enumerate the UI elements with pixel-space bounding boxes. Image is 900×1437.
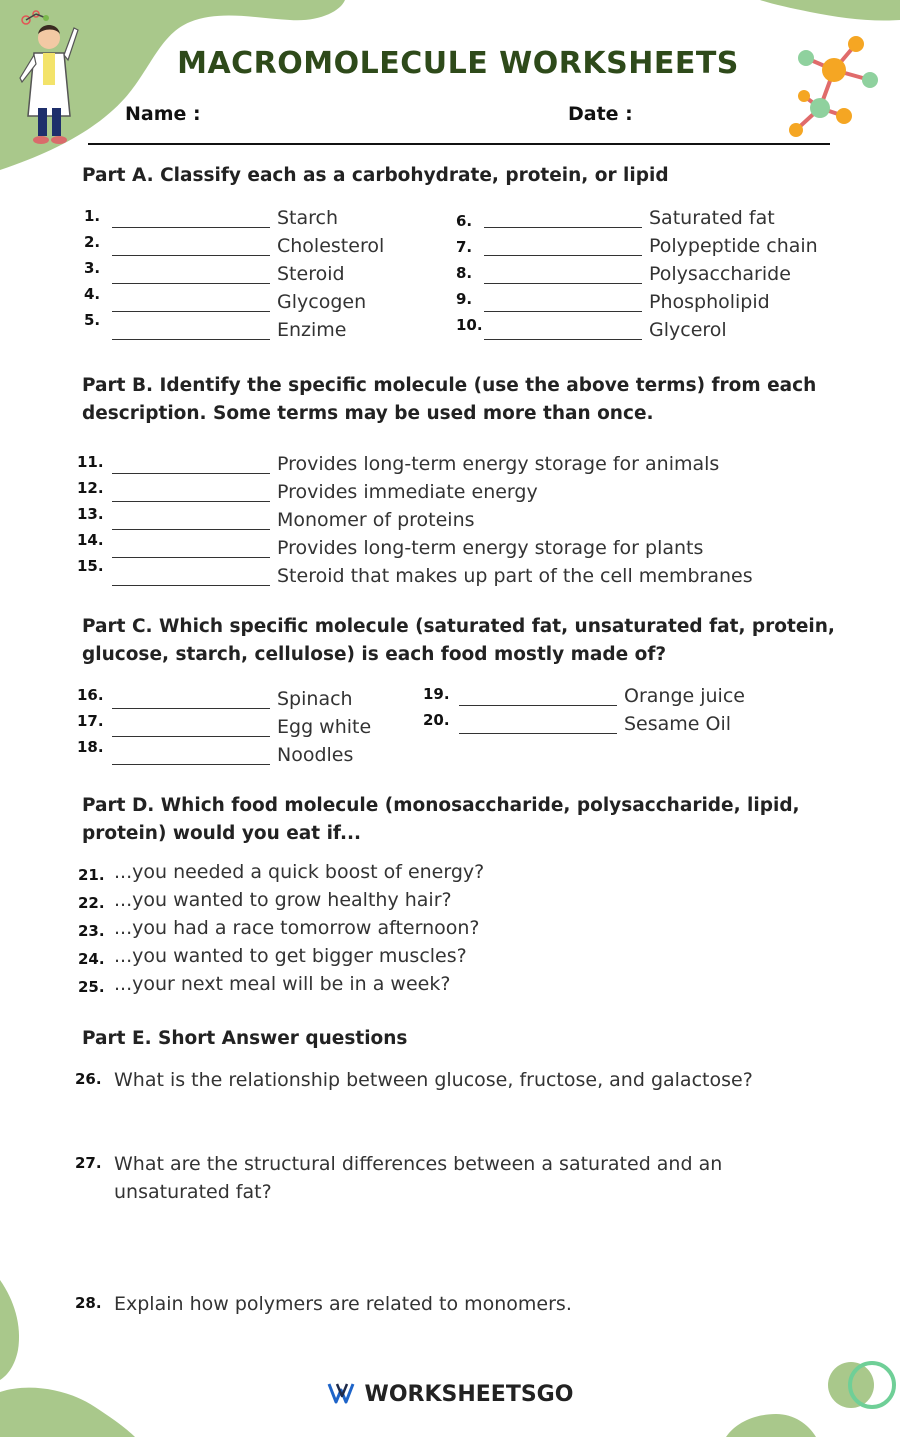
answer-blank[interactable] — [112, 227, 270, 228]
question-number: 28. — [75, 1294, 102, 1312]
question-text: ...you had a race tomorrow afternoon? — [114, 917, 480, 939]
term-label: Starch — [277, 207, 339, 229]
question-number: 25. — [78, 978, 105, 996]
term-label: Enzime — [277, 319, 347, 341]
answer-blank[interactable] — [112, 557, 270, 558]
question-text: ...your next meal will be in a week? — [114, 973, 451, 995]
worksheetsgo-logo-icon — [327, 1382, 359, 1404]
description-label: Provides long-term energy storage for animals — [277, 453, 720, 475]
term-label: Steroid — [277, 263, 345, 285]
food-label: Sesame Oil — [624, 713, 732, 735]
answer-blank[interactable] — [112, 283, 270, 284]
question-number: 11. — [77, 453, 104, 471]
description-label: Monomer of proteins — [277, 509, 475, 531]
term-label: Saturated fat — [649, 207, 775, 229]
answer-blank[interactable] — [484, 227, 642, 228]
question-number: 20. — [423, 711, 450, 729]
question-number: 4. — [84, 285, 101, 303]
question-number: 15. — [77, 557, 104, 575]
page-title: MACROMOLECULE WORKSHEETS — [177, 46, 739, 81]
answer-blank[interactable] — [484, 255, 642, 256]
term-label: Polysaccharide — [649, 263, 791, 285]
question-number: 3. — [84, 259, 101, 277]
answer-blank[interactable] — [459, 733, 617, 734]
answer-blank[interactable] — [112, 339, 270, 340]
question-number: 14. — [77, 531, 104, 549]
food-label: Spinach — [277, 688, 353, 710]
top-right-blob — [760, 0, 900, 22]
term-label: Phospholipid — [649, 291, 770, 313]
question-number: 19. — [423, 685, 450, 703]
question-number: 2. — [84, 233, 101, 251]
question-number: 24. — [78, 950, 105, 968]
bottom-right-blob — [726, 1410, 816, 1437]
term-label: Glycerol — [649, 319, 727, 341]
description-label: Steroid that makes up part of the cell membranes — [277, 565, 753, 587]
question-number: 1. — [84, 207, 101, 225]
question-number: 18. — [77, 738, 104, 756]
brand-name-part-1: WORKSHEETS — [364, 1382, 537, 1407]
description-label: Provides immediate energy — [277, 481, 538, 503]
answer-blank[interactable] — [112, 585, 270, 586]
question-number: 21. — [78, 866, 105, 884]
answer-blank[interactable] — [112, 529, 270, 530]
circles-icon — [826, 1360, 900, 1410]
term-label: Glycogen — [277, 291, 367, 313]
answer-blank[interactable] — [459, 705, 617, 706]
part-c-heading: Part C. Which specific molecule (saturated fat, unsaturated fat, protein, glucose, starch, cellulose) is each food mostly made of? — [82, 616, 835, 665]
food-label: Noodles — [277, 744, 354, 766]
question-number: 7. — [456, 238, 473, 256]
term-label: Cholesterol — [277, 235, 385, 257]
question-number: 12. — [77, 479, 104, 497]
term-label: Polypeptide chain — [649, 235, 818, 257]
name-label: Name : — [125, 103, 201, 125]
question-number: 17. — [77, 712, 104, 730]
question-number: 5. — [84, 311, 101, 329]
date-label: Date : — [568, 103, 633, 125]
answer-blank[interactable] — [112, 255, 270, 256]
answer-blank[interactable] — [112, 736, 270, 737]
brand-name-part-2: GO — [536, 1382, 574, 1407]
question-number: 27. — [75, 1154, 102, 1172]
food-label: Orange juice — [624, 685, 745, 707]
part-b-heading: Part B. Identify the specific molecule (use the above terms) from each description. Some terms may be used more than once. — [82, 375, 817, 424]
question-number: 16. — [77, 686, 104, 704]
question-number: 22. — [78, 894, 105, 912]
food-label: Egg white — [277, 716, 372, 738]
question-text: ...you needed a quick boost of energy? — [114, 861, 485, 883]
left-side-blob — [0, 1280, 22, 1380]
answer-blank[interactable] — [112, 501, 270, 502]
question-number: 13. — [77, 505, 104, 523]
question-text: Explain how polymers are related to monomers. — [114, 1293, 572, 1315]
question-number: 8. — [456, 264, 473, 282]
question-text: What are the structural differences between a saturated and an unsaturated fat? — [114, 1153, 723, 1203]
description-label: Provides long-term energy storage for plants — [277, 537, 704, 559]
question-number: 23. — [78, 922, 105, 940]
answer-blank[interactable] — [112, 473, 270, 474]
question-text: What is the relationship between glucose, fructose, and galactose? — [114, 1069, 753, 1091]
part-d-heading: Part D. Which food molecule (monosaccharide, polysaccharide, lipid, protein) would you eat if... — [82, 795, 800, 844]
part-e-heading: Part E. Short Answer questions — [82, 1028, 408, 1049]
answer-blank[interactable] — [112, 764, 270, 765]
question-number: 9. — [456, 290, 473, 308]
question-text: ...you wanted to grow healthy hair? — [114, 889, 452, 911]
answer-blank[interactable] — [112, 708, 270, 709]
question-number: 10. — [456, 316, 483, 334]
answer-blank[interactable] — [484, 283, 642, 284]
question-number: 6. — [456, 212, 473, 230]
answer-blank[interactable] — [112, 311, 270, 312]
footer-brand — [0, 1382, 900, 1407]
question-text: ...you wanted to get bigger muscles? — [114, 945, 467, 967]
answer-blank[interactable] — [484, 311, 642, 312]
question-number: 26. — [75, 1070, 102, 1088]
part-a-heading: Part A. Classify each as a carbohydrate, protein, or lipid — [82, 165, 669, 186]
header-divider — [88, 143, 830, 145]
answer-blank[interactable] — [484, 339, 642, 340]
